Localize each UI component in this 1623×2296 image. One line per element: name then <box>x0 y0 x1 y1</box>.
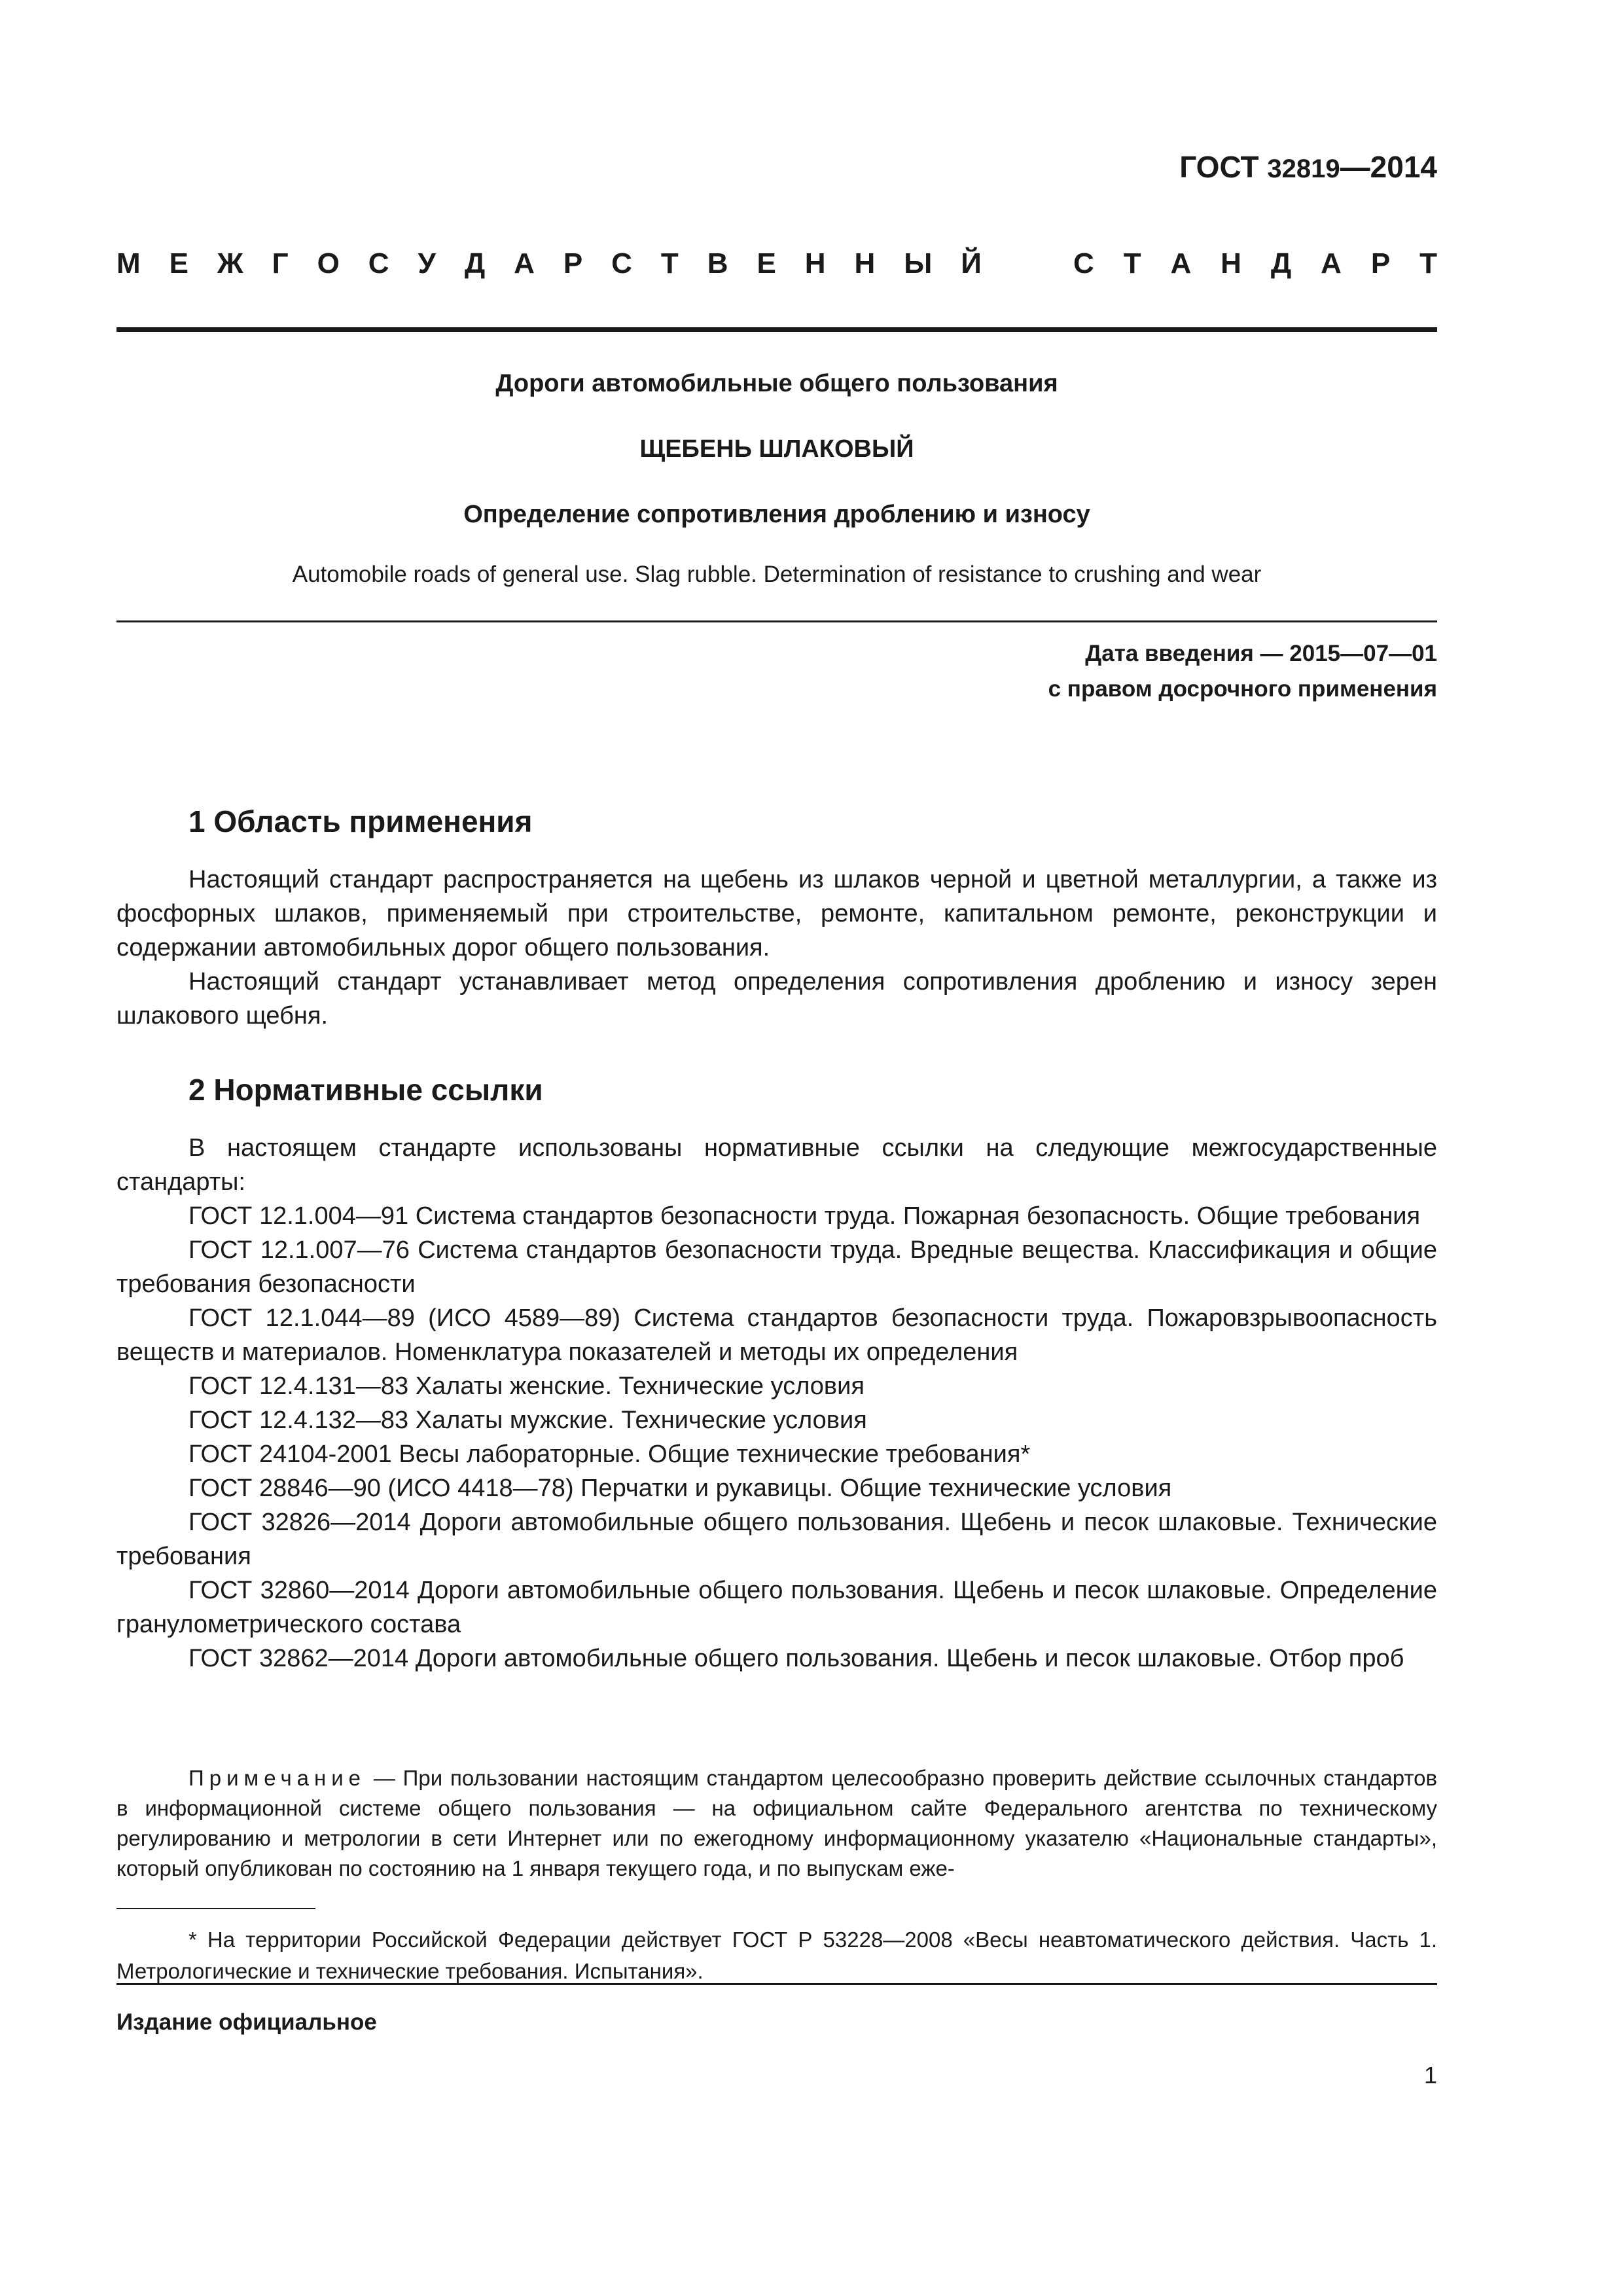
note-block <box>116 1763 1437 1884</box>
heading-letter: А <box>1321 247 1342 279</box>
reference-item: ГОСТ 12.4.131—83 Халаты женские. Технические условия <box>188 1372 865 1400</box>
title-group: Дороги автомобильные общего пользования <box>495 370 1058 397</box>
standard-number <box>1179 149 1437 185</box>
introduction-date <box>1048 636 1437 707</box>
reference-item: ГОСТ 12.1.007—76 Система стандартов безопасности труда. Вредные вещества. Классификация и общие требования безопасности <box>116 1236 1437 1298</box>
heading-letter: Т <box>1123 247 1141 279</box>
heading-letter: Р <box>563 247 583 279</box>
early-application-line: с правом досрочного применения <box>1048 676 1437 702</box>
footnote-rule <box>116 1908 315 1909</box>
heading-letter: Е <box>169 247 188 279</box>
reference-item: ГОСТ 12.1.004—91 Система стандартов безопасности труда. Пожарная безопасность. Общие требования <box>188 1202 1421 1230</box>
reference-item: ГОСТ 32862—2014 Дороги автомобильные общего пользования. Щебень и песок шлаковые. Отбор проб <box>188 1645 1404 1672</box>
note-paragraph <box>116 1763 1437 1884</box>
standard-year: —2014 <box>1340 150 1437 184</box>
heading-letter: М <box>116 247 141 279</box>
footnote-text: * На территории Российской Федерации действует ГОСТ Р 53228—2008 «Весы неавтоматического действия. Часть 1. Метрологические и технические требования. Испытания». <box>116 1928 1437 1983</box>
introduction-date-line: Дата введения — 2015—07—01 <box>1085 641 1437 666</box>
section-1-body <box>116 863 1437 1033</box>
heading-letter: Р <box>1370 247 1391 279</box>
heading-letter: Н <box>854 247 876 279</box>
interstate-standard-heading <box>116 247 1437 280</box>
heading-letter: С <box>1073 247 1094 279</box>
heading-letter: Т <box>660 247 679 279</box>
heading-letter: О <box>317 247 340 279</box>
heading-letter: А <box>1170 247 1192 279</box>
section-2-heading: 2 Нормативные ссылки <box>188 1073 543 1107</box>
heading-letter: У <box>418 247 436 279</box>
heading-letter: Ы <box>904 247 933 279</box>
footer-rule <box>116 1983 1437 1985</box>
reference-item: ГОСТ 32826—2014 Дороги автомобильные общего пользования. Щебень и песок шлаковые. Технические требования <box>116 1509 1437 1570</box>
edition-label: Издание официальное <box>116 2009 377 2035</box>
heading-letter: Г <box>272 247 289 279</box>
heading-letter: С <box>368 247 389 279</box>
interstate-word-1 <box>116 247 982 280</box>
heading-letter: Е <box>757 247 776 279</box>
heading-letter: Т <box>1419 247 1437 279</box>
heading-letter: В <box>707 247 728 279</box>
section-1-heading: 1 Область применения <box>188 804 533 838</box>
heading-letter: Н <box>1221 247 1241 279</box>
standard-prefix: ГОСТ <box>1179 150 1259 184</box>
paragraph: Настоящий стандарт распространяется на щебень из шлаков черной и цветной металлургии, а также из фосфорных шлаков, применяемый при строительстве, ремонте, капитальном ремонте, реконструкции и содержании автомобильных дорог общего пользования. <box>116 866 1437 961</box>
paragraph: Настоящий стандарт устанавливает метод определения сопротивления дроблению и износу зерен шлакового щебня. <box>116 968 1437 1030</box>
page-number: 1 <box>1423 2062 1437 2089</box>
reference-item: ГОСТ 28846—90 (ИСО 4418—78) Перчатки и рукавицы. Общие технические условия <box>188 1475 1172 1502</box>
reference-item: ГОСТ 32860—2014 Дороги автомобильные общего пользования. Щебень и песок шлаковые. Определение гранулометрического состава <box>116 1577 1437 1638</box>
heading-letter: Н <box>804 247 826 279</box>
heading-letter: А <box>514 247 535 279</box>
heading-letter: Ж <box>217 247 243 279</box>
standard-code: 32819 <box>1267 154 1340 183</box>
heading-letter: Д <box>464 247 486 279</box>
reference-item: ГОСТ 24104-2001 Весы лабораторные. Общие технические требования* <box>188 1441 1031 1468</box>
heading-letter: С <box>611 247 632 279</box>
title-rule <box>116 620 1437 622</box>
heading-letter: Й <box>961 247 982 279</box>
heading-letter: Д <box>1270 247 1292 279</box>
header-rule <box>116 327 1437 332</box>
interstate-word-2 <box>1073 247 1437 280</box>
reference-item: ГОСТ 12.1.044—89 (ИСО 4589—89) Система стандартов безопасности труда. Пожаровзрывоопасность веществ и материалов. Номенклатура показателей и методы их определения <box>116 1304 1437 1366</box>
note-text: — При пользовании настоящим стандартом целесообразно проверить действие ссылочных стандартов в информационной системе общего пользования — на официальном сайте Федерального агентства по техническому регулированию и метрологии в сети Интернет или по ежегодному информационному указателю «Национальные стандарты», который опубликован по состоянию на 1 января текущего года, и по выпускам еже- <box>116 1766 1437 1880</box>
footnote <box>116 1924 1437 1987</box>
note-label: Примечание <box>188 1766 366 1790</box>
paragraph: В настоящем стандарте использованы нормативные ссылки на следующие межгосударственные стандарты: <box>116 1134 1437 1196</box>
reference-item: ГОСТ 12.4.132—83 Халаты мужские. Технические условия <box>188 1407 867 1434</box>
section-2-body <box>116 1131 1437 1676</box>
title-english: Automobile roads of general use. Slag rubble. Determination of resistance to crushing and wear <box>292 562 1262 587</box>
title-main: ЩЕБЕНЬ ШЛАКОВЫЙ <box>639 435 914 463</box>
title-subtitle: Определение сопротивления дроблению и износу <box>463 501 1090 528</box>
